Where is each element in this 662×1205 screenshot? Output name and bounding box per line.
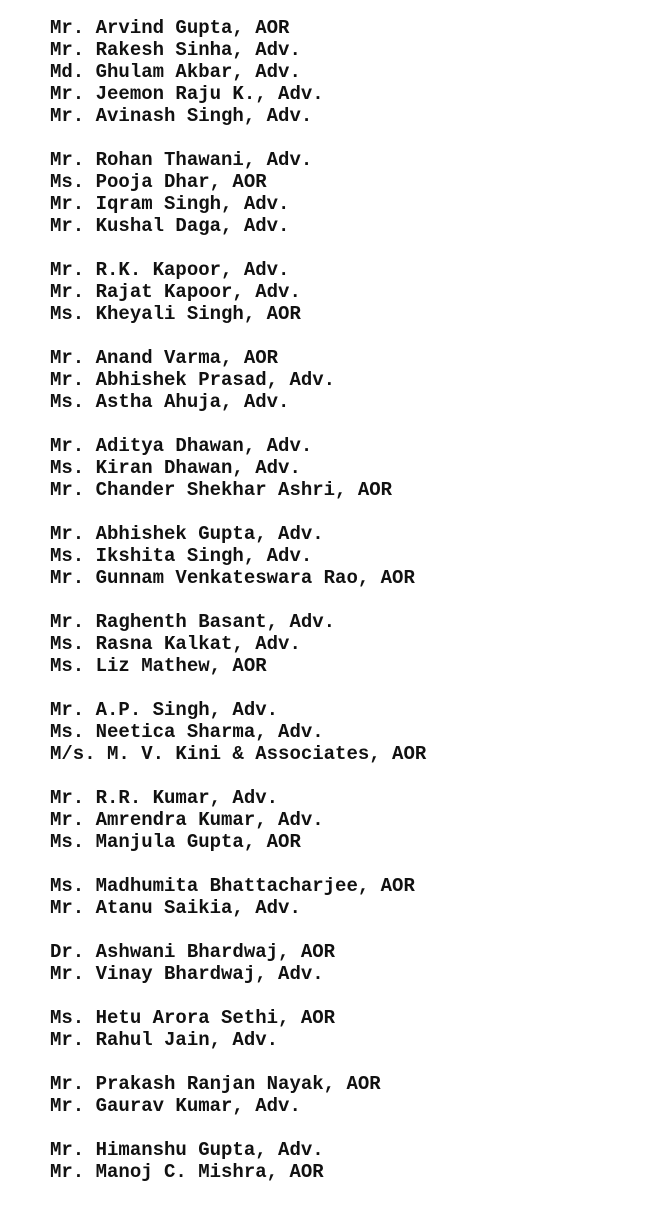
counsel-name: Ms. Hetu Arora Sethi, AOR: [50, 1007, 336, 1029]
counsel-name: Mr. Rohan Thawani, Adv.: [50, 149, 313, 171]
counsel-name: Mr. R.K. Kapoor, Adv.: [50, 259, 290, 281]
counsel-name: Mr. Amrendra Kumar, Adv.: [50, 809, 324, 831]
counsel-name: Mr. Atanu Saikia, Adv.: [50, 897, 301, 919]
counsel-group: [50, 941, 650, 985]
counsel-name: Mr. Kushal Daga, Adv.: [50, 215, 290, 237]
counsel-name: Mr. Anand Varma, AOR: [50, 347, 279, 369]
counsel-group: [50, 347, 650, 413]
counsel-name: Mr. Jeemon Raju K., Adv.: [50, 83, 324, 105]
counsel-group: [50, 259, 650, 325]
counsel-name: Ms. Ikshita Singh, Adv.: [50, 545, 313, 567]
counsel-name: Mr. Iqram Singh, Adv.: [50, 193, 290, 215]
counsel-group: [50, 611, 650, 677]
counsel-name: Mr. Rahul Jain, Adv.: [50, 1029, 279, 1051]
counsel-name: Mr. Manoj C. Mishra, AOR: [50, 1161, 324, 1183]
counsel-name: Mr. Prakash Ranjan Nayak, AOR: [50, 1073, 381, 1095]
counsel-name: Mr. Rakesh Sinha, Adv.: [50, 39, 301, 61]
counsel-name: Mr. Vinay Bhardwaj, Adv.: [50, 963, 324, 985]
counsel-group: [50, 523, 650, 589]
counsel-name: Dr. Ashwani Bhardwaj, AOR: [50, 941, 336, 963]
counsel-name: Mr. Gunnam Venkateswara Rao, AOR: [50, 567, 415, 589]
counsel-name: Ms. Manjula Gupta, AOR: [50, 831, 301, 853]
counsel-name: Mr. Himanshu Gupta, Adv.: [50, 1139, 324, 1161]
counsel-name: Mr. Aditya Dhawan, Adv.: [50, 435, 313, 457]
counsel-name: Ms. Neetica Sharma, Adv.: [50, 721, 324, 743]
counsel-group: [50, 787, 650, 853]
counsel-group: [50, 875, 650, 919]
counsel-name: Mr. R.R. Kumar, Adv.: [50, 787, 279, 809]
counsel-name: M/s. M. V. Kini & Associates, AOR: [50, 743, 427, 765]
counsel-name: Mr. Rajat Kapoor, Adv.: [50, 281, 301, 303]
counsel-group: [50, 1007, 650, 1051]
counsel-name: Ms. Kiran Dhawan, Adv.: [50, 457, 301, 479]
counsel-group: [50, 149, 650, 237]
counsel-name: Ms. Liz Mathew, AOR: [50, 655, 267, 677]
counsel-name: Mr. Abhishek Prasad, Adv.: [50, 369, 336, 391]
counsel-name: Ms. Madhumita Bhattacharjee, AOR: [50, 875, 415, 897]
counsel-name: Mr. Raghenth Basant, Adv.: [50, 611, 336, 633]
counsel-name: Ms. Pooja Dhar, AOR: [50, 171, 267, 193]
counsel-list: [50, 17, 650, 1205]
counsel-name: Mr. Arvind Gupta, AOR: [50, 17, 290, 39]
counsel-group: [50, 435, 650, 501]
counsel-group: [50, 1139, 650, 1183]
counsel-name: Ms. Kheyali Singh, AOR: [50, 303, 301, 325]
counsel-name: Mr. Gaurav Kumar, Adv.: [50, 1095, 301, 1117]
counsel-name: Ms. Rasna Kalkat, Adv.: [50, 633, 301, 655]
counsel-name: Mr. Avinash Singh, Adv.: [50, 105, 313, 127]
counsel-group: [50, 1073, 650, 1117]
counsel-name: Mr. Abhishek Gupta, Adv.: [50, 523, 324, 545]
counsel-name: Mr. A.P. Singh, Adv.: [50, 699, 279, 721]
counsel-name: Mr. Chander Shekhar Ashri, AOR: [50, 479, 393, 501]
counsel-group: [50, 699, 650, 765]
counsel-name: Md. Ghulam Akbar, Adv.: [50, 61, 301, 83]
counsel-group: [50, 17, 650, 127]
counsel-name: Ms. Astha Ahuja, Adv.: [50, 391, 290, 413]
